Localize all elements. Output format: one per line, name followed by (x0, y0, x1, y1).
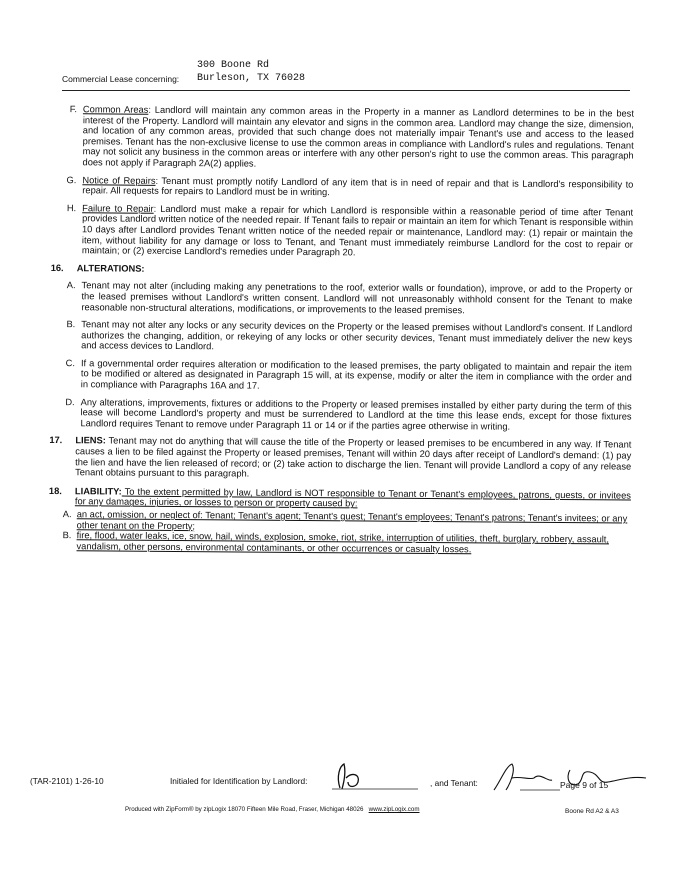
clause-letter: B. (62, 530, 72, 541)
clause-text: If a governmental order requires alteration or modification to the leased premises, the party obligated to maintain and repair the item to be modified or altered as designated in Paragraph 15 will, at its expense, modify or alter the item in compliance with the order and in compliance with Paragraphs 16A and 17. (80, 358, 632, 391)
clause-letter: D. (65, 396, 75, 407)
section-title: ALTERATIONS: (76, 262, 145, 274)
clause-text: Tenant may not alter any locks or any security devices on the Property or the leased premises without Landlord's consent. If Landlord authorizes the changing, addition, or rekeying of any locks or other security devices, Tenant must immediately deliver the new keys and access devices to Landlord. (81, 319, 633, 352)
lease-concerning-label: Commercial Lease concerning: (62, 74, 180, 84)
property-address-street: 300 Boone Rd (197, 60, 270, 71)
landlord-initials-signature (330, 762, 420, 792)
section-17 (49, 435, 631, 482)
page-header (62, 60, 630, 91)
section-16-heading (51, 263, 633, 278)
clause-letter: F. (69, 104, 77, 115)
landlord-initial-label: Initialed for Identification by Landlord: (170, 776, 308, 786)
clause-text: Tenant may not alter (including making any penetrations to the roof, exterior walls or foundation), improve, or add to the Property or the leased premises without Landlord's written consent. Landlord will not unreasonably withhold consent for the Tenant to make reasonable non-structural alterations, modifications, or improvements to the leased premises. (81, 280, 633, 315)
section-title: LIENS: (75, 435, 106, 446)
property-address-city: Burleson, TX 76028 (197, 73, 306, 84)
document-body (48, 104, 633, 556)
section-text: To the extent permitted by law, Landlord is NOT responsible to Tenant or Tenant's employees, patrons, guests, or invitees for any damages, injuries, or losses to person or property caused by: (74, 486, 631, 509)
clause-15g (51, 175, 633, 201)
producer-note: Produced with ZipForm® by zipLogix 18070 Fifteen Mile Road, Fraser, Michigan 48026 www.zipLogix.com (125, 806, 420, 813)
clause-letter: G. (66, 174, 77, 185)
clause-letter: C. (65, 357, 76, 369)
clause-letter: A. (66, 280, 76, 291)
clause-title: Common Areas (82, 104, 149, 115)
clause-16b (50, 319, 632, 355)
clause-15h (51, 203, 633, 261)
document-reference: Boone Rd A2 & A3 (565, 808, 619, 815)
section-18 (49, 486, 631, 512)
clause-text: : Landlord will maintain any common areas in the Property in a manner as Landlord determines to be in the best interest of the Property. Landlord will maintain any elevator and signs in the common area. Landlord may change the size, dimension, and location of any common areas, provided that such change does not materially impair Tenant's use and access to the leased premises. Tenant has the non-exclusive license to use the common areas in compliance with Landlord's rules and regulations. Tenant may not solicit any business in the common areas or interfere with any other person's right to use the common areas. This paragraph does not apply if Paragraph 2A(2) applies. (82, 104, 634, 169)
clause-16d (49, 397, 631, 433)
tenant-initial-label: , and Tenant: (430, 778, 478, 788)
clause-text: fire, flood, water leaks, ice, snow, hail, winds, explosion, smoke, riot, strike, interruption of utilities, theft, burglary, robbery, assault, vandalism, other persons, environmental contaminants, or other occurrences or casualty losses. (76, 530, 610, 555)
section-number: 16. (50, 262, 64, 273)
clause-18b (48, 530, 630, 556)
clause-letter: H. (66, 202, 77, 213)
clause-16c (50, 358, 632, 394)
clause-text: : Tenant must promptly notify Landlord of any item that is in need of repair and that is Landlord's responsibility to repair. All requests for repairs to Landlord must be in writing. (82, 175, 634, 198)
clause-letter: B. (66, 319, 76, 330)
clause-letter: A. (62, 509, 72, 520)
clause-16a (50, 280, 632, 316)
clause-text: : Landlord must make a repair for which Landlord is responsible within a reasonable period of time after Tenant provides Landlord written notice of the needed repair. If Tenant fails to repair or maintain an item for which Tenant is responsible within 10 days after Landlord provides Tenant written notice of the needed repair or maintenance, Landlord may: (1) repair or maintain the item, without liability for any damage or loss to Tenant, and Tenant must immediately reimburse Landlord for the cost to repair or maintain; or (2) exercise Landlord's remedies under Paragraph 20. (81, 203, 634, 258)
clause-title: Failure to Repair (82, 202, 154, 214)
section-title: LIABILITY: (74, 486, 122, 497)
tenant-initials-signature (490, 760, 650, 796)
section-number: 17. (49, 435, 63, 446)
clause-text: an act, omission, or neglect of: Tenant; Tenant's agent; Tenant's guest; Tenant's employees; Tenant's patrons; Tenant's invitees; or any other tenant on the Property; (76, 509, 628, 531)
clause-title: Notice of Repairs (82, 174, 156, 186)
section-text: Tenant may not do anything that will cause the title of the Property or leased premises to be encumbered in any way. If Tenant causes a lien to be filed against the Property or leased premises, Tenant will within 20 days after receipt of Landlord's demand: (1) pay the lien and have the lien released of record; or (2) take action to discharge the lien. Tenant will provide Landlord a copy of any release Tenant obtains pursuant to this paragraph. (75, 435, 632, 479)
section-number: 18. (48, 485, 62, 496)
clause-15f (52, 104, 634, 172)
clause-text: Any alterations, improvements, fixtures or additions to the Property or leased premises installed by either party during the term of this lease will become Landlord's property and must be surrendered to Landlord at the time this lease ends, except for those fixtures Landlord requires Tenant to remove under Paragraph 11 or 14 or if the parties agree otherwise in writing. (80, 396, 632, 432)
ziplogix-link[interactable]: www.zipLogix.com (368, 806, 420, 813)
page-number: Page 9 of 15 (560, 780, 609, 790)
form-code: (TAR-2101) 1-26-10 (30, 776, 104, 786)
